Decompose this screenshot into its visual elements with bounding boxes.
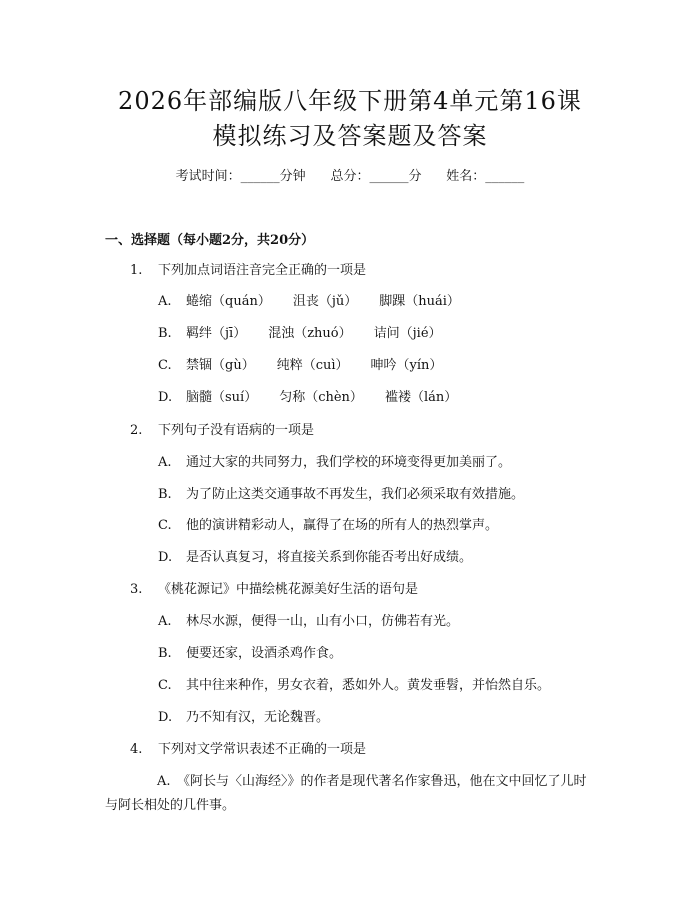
option-letter: A. [158, 614, 172, 629]
exam-name: 姓名：______ [446, 169, 525, 184]
option-1d [158, 388, 479, 408]
option-2b [158, 485, 524, 505]
option-2d [158, 548, 472, 568]
option-text: 乃不知有汉，无论魏晋。 [186, 710, 330, 725]
option-text: 是否认真复习，将直接关系到你能否考出好成绩。 [186, 550, 473, 565]
option-word: 脑髓（suí） [186, 390, 258, 405]
option-word: 呻吟（yín） [370, 358, 443, 373]
option-letter: B. [158, 326, 172, 341]
option-letter: C. [158, 678, 172, 693]
option-3c [158, 676, 550, 696]
option-1c [158, 356, 464, 376]
option-1a [158, 292, 482, 312]
option-word: 诘问（jié） [373, 326, 442, 341]
option-2c [158, 516, 498, 536]
question-1 [130, 261, 366, 281]
exam-time: 考试时间：______分钟 [175, 169, 306, 184]
option-letter: D. [158, 390, 173, 405]
option-letter: B. [158, 646, 172, 661]
question-text: 下列句子没有语病的一项是 [158, 423, 315, 438]
question-number: 1. [130, 263, 143, 278]
option-4a-paragraph: A. 《阿长与〈山海经〉》的作者是现代著名作家鲁迅，他在文中回忆了儿时与阿长相处的几件事。 [105, 774, 587, 813]
question-text: 《桃花源记》中描绘桃花源美好生活的语句是 [158, 582, 419, 597]
option-3b [158, 644, 342, 664]
option-word: 羁绊（jī） [186, 326, 247, 341]
exam-total-score: 总分：______分 [330, 169, 422, 184]
option-letter: D. [158, 710, 173, 725]
document-title-line-2: 模拟练习及答案题及答案 [212, 122, 488, 150]
option-text: 为了防止这类交通事故不再发生，我们必须采取有效措施。 [186, 487, 525, 502]
option-word: 纯粹（cuì） [276, 358, 349, 373]
option-text: 通过大家的共同努力，我们学校的环境变得更加美丽了。 [186, 455, 512, 470]
option-word: 脚踝（huái） [379, 294, 460, 309]
question-text: 下列加点词语注音完全正确的一项是 [158, 263, 367, 278]
document-title-line-1: 2026年部编版八年级下册第4单元第16课 [118, 87, 582, 115]
question-4 [130, 740, 366, 760]
option-letter: A. [158, 455, 172, 470]
option-3a [158, 612, 459, 632]
question-number: 2. [130, 423, 143, 438]
option-3d [158, 708, 329, 728]
option-word: 褴褛（lán） [384, 390, 458, 405]
option-word: 蜷缩（quán） [186, 294, 271, 309]
option-2a [158, 453, 511, 473]
option-letter: D. [158, 550, 173, 565]
option-letter: C. [158, 358, 172, 373]
option-text: 他的演讲精彩动人，赢得了在场的所有人的热烈掌声。 [186, 518, 499, 533]
exam-info [0, 167, 700, 187]
option-text: 林尽水源，便得一山，山有小口，仿佛若有光。 [186, 614, 460, 629]
option-text: 其中往来种作，男女衣着，悉如外人。黄发垂髫，并怡然自乐。 [186, 678, 551, 693]
option-word: 沮丧（jǔ） [292, 294, 358, 309]
option-word: 禁锢（gù） [186, 358, 255, 373]
question-number: 3. [130, 582, 143, 597]
option-word: 匀称（chèn） [279, 390, 363, 405]
option-letter: A. [158, 294, 172, 309]
question-3 [130, 580, 418, 600]
option-letter: B. [158, 487, 172, 502]
question-number: 4. [130, 742, 143, 757]
option-text: 便要还家，设酒杀鸡作食。 [186, 646, 343, 661]
option-letter: C. [158, 518, 172, 533]
question-text: 下列对文学常识表述不正确的一项是 [158, 742, 367, 757]
question-2 [130, 421, 314, 441]
option-word: 混浊（zhuó） [268, 326, 352, 341]
section-heading-choice: 一、选择题（每小题2分，共20分） [105, 233, 315, 248]
option-1b [158, 324, 464, 344]
